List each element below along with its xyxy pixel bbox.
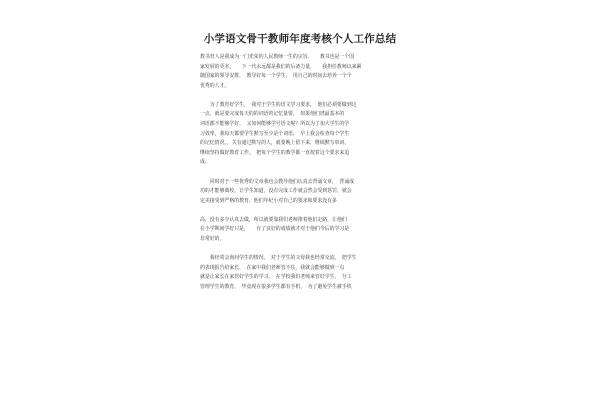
paragraph-line: 词语都不能够学好， 又如何能够学号语文呢？所以为了加大学生的学 xyxy=(200,121,350,128)
document-body xyxy=(200,32,400,292)
paragraph-line: 习效率，我每天都要学生默写至少是个词语， 早上我会检查每个学生 xyxy=(200,130,350,137)
paragraph-line: 定美接受到严格的教育。他们年纪小对自己的要求和要求没有多 xyxy=(200,197,337,204)
document-title: 小学语文骨干教师年度考核个人工作总结 xyxy=(203,33,397,45)
paragraph xyxy=(200,178,400,207)
paragraph-line: 的记忆情况，，关有通过默写的人，就要晚上留下来，继续默写单词， xyxy=(200,140,350,147)
paragraph xyxy=(200,216,400,245)
paragraph xyxy=(200,254,400,292)
paragraph-line: 高，没有多少认真去做，所以就要靠我们老师推着他们走路，让他们 xyxy=(200,216,347,223)
paragraph-line: 继续坚持做好教育工作。 把每个学生的教学都一直按着这个要求来追 xyxy=(200,149,350,156)
paragraph-line: 一点，就是要完成每天的的词语的记忆量要， 如果他们逃最基本的 xyxy=(200,111,345,118)
paragraph-line: 为了教育好学生， 我对于学生的语文学习要求， 他们必须要做到这 xyxy=(200,101,357,108)
paragraph xyxy=(200,101,400,168)
paragraph-line: 优秀的人才。 xyxy=(200,82,230,89)
paragraph-line: 在小学期间学好只是， 有了良好的成绩就才对于他们今后的学习是 xyxy=(200,226,350,233)
paragraph-line: 成。 xyxy=(200,159,210,166)
paragraph-line: 家发展的更本， 下一代永远都是我们的后备力量， 我担任教师以来紧 xyxy=(200,63,362,70)
paragraph-line: 的表现报告给家长， 在家中我们老师管不住，我就会能够做到一点 xyxy=(200,264,345,271)
paragraph-line: 我经常会询问学生的情况， 对于学生的父母我也经常交流， 把学生 xyxy=(200,255,357,262)
paragraph-line: 非常好的。 xyxy=(200,236,225,242)
paragraph-line: 管理学生的教育， 毕竟现在很多学生都有手机， 为了避免学生被手机 xyxy=(200,283,352,290)
paragraph-line: 同时对于一些优秀的文章我也会教导他们认真去背诵文章， 背诵成 xyxy=(200,178,355,185)
document-paragraphs xyxy=(200,53,400,292)
paragraph-line: 随国家的领导安排， 教导好每一个学生， 用自己的时间去培养一个个 xyxy=(200,73,352,80)
paragraph-line: 就是让家长在家管好学生的学习， 在学校我们老师来管好学生， 分工 xyxy=(200,274,352,281)
paragraph-line: 功的才能够离校，让学生知道，没有完成工作就会然会受到惩罚，就会 xyxy=(200,188,352,195)
paragraph-line: 教书育人是我成为一门光荣的人民教师一生的宗旨， 教书也是一个国 xyxy=(200,54,355,60)
paragraph xyxy=(200,53,400,91)
